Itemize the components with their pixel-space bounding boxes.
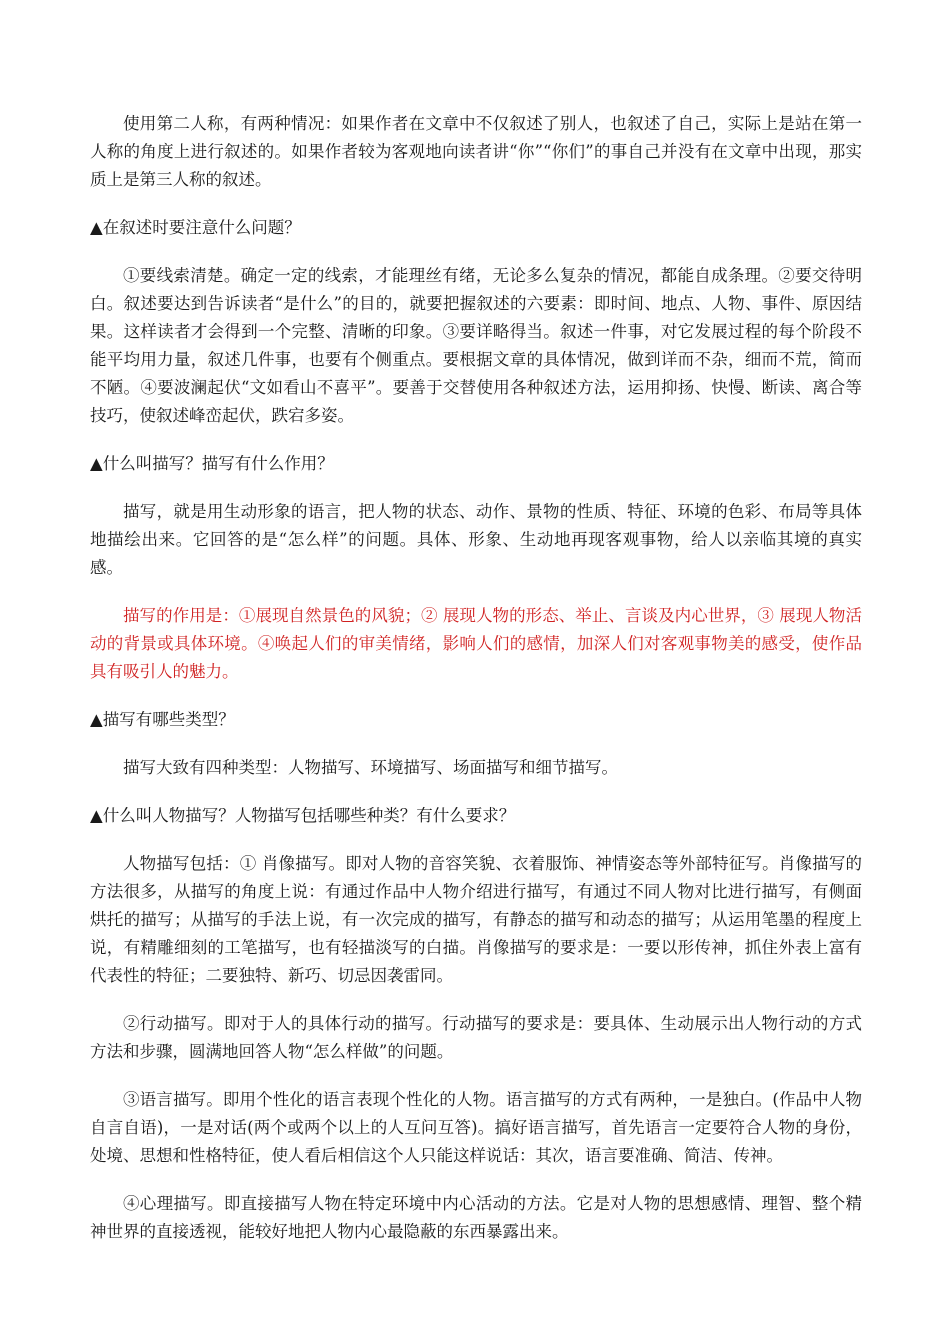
paragraph-language-description: ③语言描写。即用个性化的语言表现个性化的人物。语言描写的方式有两种，一是独白。(作品中人物自言自语)，一是对话(两个或两个以上的人互问互答)。搞好语言描写，首先语言一定要符合人物的身份，处境、思想和性格特征，使人看后相信这个人只能这样说话：其次，语言要准确、简洁、传神。 xyxy=(90,1090,862,1165)
heading-narration-notes: ▲在叙述时要注意什么问题？ xyxy=(90,218,301,237)
paragraph-psychological-description: ④心理描写。即直接描写人物在特定环境中内心活动的方法。它是对人物的思想感情、理智、整个精神世界的直接透视，能较好地把人物内心最隐蔽的东西暴露出来。 xyxy=(90,1194,862,1241)
paragraph-description-definition: 描写，就是用生动形象的语言，把人物的状态、动作、景物的性质、特征、环境的色彩、布局等具体地描绘出来。它回答的是“怎么样”的问题。具体、形象、生动地再现客观事物，给人以亲临其境的真实感。 xyxy=(90,502,862,577)
paragraph-portrait-description: 人物描写包括：① 肖像描写。即对人物的音容笑貌、衣着服饰、神情姿态等外部特征写。肖像描写的方法很多，从描写的角度上说：有通过作品中人物介绍进行描写，有通过不同人物对比进行描写，有侧面烘托的描写；从描写的手法上说，有一次完成的描写，有静态的描写和动态的描写；从运用笔墨的程度上说，有精雕细刻的工笔描写，也有轻描淡写的白描。肖像描写的要求是：一要以形传神，抓住外表上富有代表性的特征；二要独特、新巧、切忌因袭雷同。 xyxy=(90,854,862,985)
paragraph-description-types: 描写大致有四种类型：人物描写、环境描写、场面描写和细节描写。 xyxy=(123,758,618,777)
heading-what-is-description: ▲什么叫描写？描写有什么作用？ xyxy=(90,454,334,473)
heading-description-types: ▲描写有哪些类型？ xyxy=(90,710,235,729)
paragraph-action-description: ②行动描写。即对于人的具体行动的描写。行动描写的要求是：要具体、生动展示出人物行动的方式方法和步骤，圆满地回答人物“怎么样做”的问题。 xyxy=(90,1014,862,1061)
paragraph-description-function: 描写的作用是：①展现自然景色的风貌；② 展现人物的形态、举止、言谈及内心世界，③ 展现人物活动的背景或具体环境。④唤起人们的审美情绪，影响人们的感情，加深人们对客观事物美的感受，使作品具有吸引人的魅力。 xyxy=(90,606,862,681)
paragraph-second-person: 使用第二人称，有两种情况：如果作者在文章中不仅叙述了别人，也叙述了自己，实际上是站在第一人称的角度上进行叙述的。如果作者较为客观地向读者讲“你”“你们”的事自己并没有在文章中出现，那实质上是第三人称的叙述。 xyxy=(90,114,862,189)
heading-character-description: ▲什么叫人物描写？人物描写包括哪些种类？有什么要求？ xyxy=(90,806,516,825)
paragraph-narration-notes: ①要线索清楚。确定一定的线索，才能理丝有绪，无论多么复杂的情况，都能自成条理。②要交待明白。叙述要达到告诉读者“是什么”的目的，就要把握叙述的六要素：即时间、地点、人物、事件、原因结果。这样读者才会得到一个完整、清晰的印象。③要详略得当。叙述一件事，对它发展过程的每个阶段不能平均用力量，叙述几件事，也要有个侧重点。要根据文章的具体情况，做到详而不杂，细而不荒，简而不陋。④要波澜起伏“文如看山不喜平”。要善于交替使用各种叙述方法，运用抑扬、快慢、断读、离合等技巧，使叙述峰峦起伏，跌宕多姿。 xyxy=(90,266,862,425)
document-page xyxy=(90,110,862,1266)
